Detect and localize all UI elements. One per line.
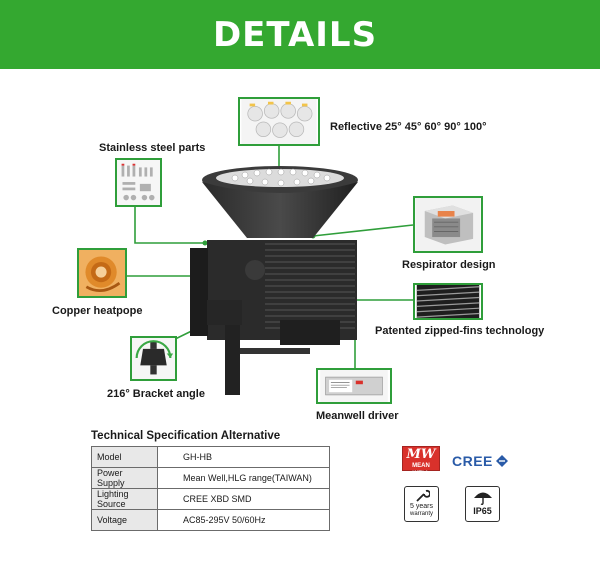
wrench-icon bbox=[414, 489, 430, 503]
cree-logo-text: CREE bbox=[452, 453, 493, 469]
spec-value: AC85-295V 50/60Hz bbox=[158, 510, 330, 531]
zipped-fins-thumb bbox=[413, 283, 483, 320]
table-row bbox=[92, 510, 330, 531]
meanwell-label: Meanwell driver bbox=[316, 410, 399, 422]
meanwell-logo-mark: MW bbox=[406, 447, 436, 462]
table-row bbox=[92, 468, 330, 489]
spec-table bbox=[91, 446, 330, 531]
copper-heatpipe-thumb bbox=[77, 248, 127, 298]
spec-key: Power Supply bbox=[92, 468, 158, 489]
spec-title: Technical Specification Alternative bbox=[91, 430, 281, 442]
warranty-word: warranty bbox=[409, 511, 433, 517]
respirator-design-thumb bbox=[413, 196, 483, 253]
meanwell-logo bbox=[402, 446, 440, 477]
bracket-angle-thumb bbox=[130, 336, 177, 381]
spec-key: Model bbox=[92, 447, 158, 468]
spec-key: Voltage bbox=[92, 510, 158, 531]
page-title: DETAILS bbox=[212, 14, 378, 55]
reflective-label: Reflective 25° 45° 60° 90° 100° bbox=[330, 121, 487, 133]
table-row bbox=[92, 489, 330, 510]
cree-logo bbox=[452, 452, 509, 470]
cree-diamond-icon bbox=[495, 454, 509, 468]
ip65-badge bbox=[465, 486, 500, 522]
umbrella-icon bbox=[473, 489, 493, 506]
spec-key: Lighting Source bbox=[92, 489, 158, 510]
warranty-years: 5 years bbox=[410, 503, 433, 510]
spec-value: Mean Well,HLG range(TAIWAN) bbox=[158, 468, 330, 489]
highbay-light-product bbox=[185, 160, 375, 395]
respirator-label: Respirator design bbox=[402, 259, 496, 271]
header-banner bbox=[0, 0, 600, 69]
spec-value: CREE XBD SMD bbox=[158, 489, 330, 510]
bracket-label: 216° Bracket angle bbox=[107, 388, 205, 400]
meanwell-driver-thumb bbox=[316, 368, 392, 404]
reflective-lenses-thumb bbox=[238, 97, 320, 146]
spec-value: GH-HB bbox=[158, 447, 330, 468]
zipped-fins-label: Patented zipped-fins technology bbox=[375, 325, 545, 337]
table-row bbox=[92, 447, 330, 468]
ip-rating: IP65 bbox=[473, 506, 492, 516]
stainless-label: Stainless steel parts bbox=[99, 142, 206, 154]
copper-label: Copper heatpope bbox=[52, 305, 143, 317]
stainless-parts-thumb bbox=[115, 158, 162, 207]
warranty-badge bbox=[404, 486, 439, 522]
meanwell-logo-text: MEAN WELL bbox=[412, 463, 430, 477]
